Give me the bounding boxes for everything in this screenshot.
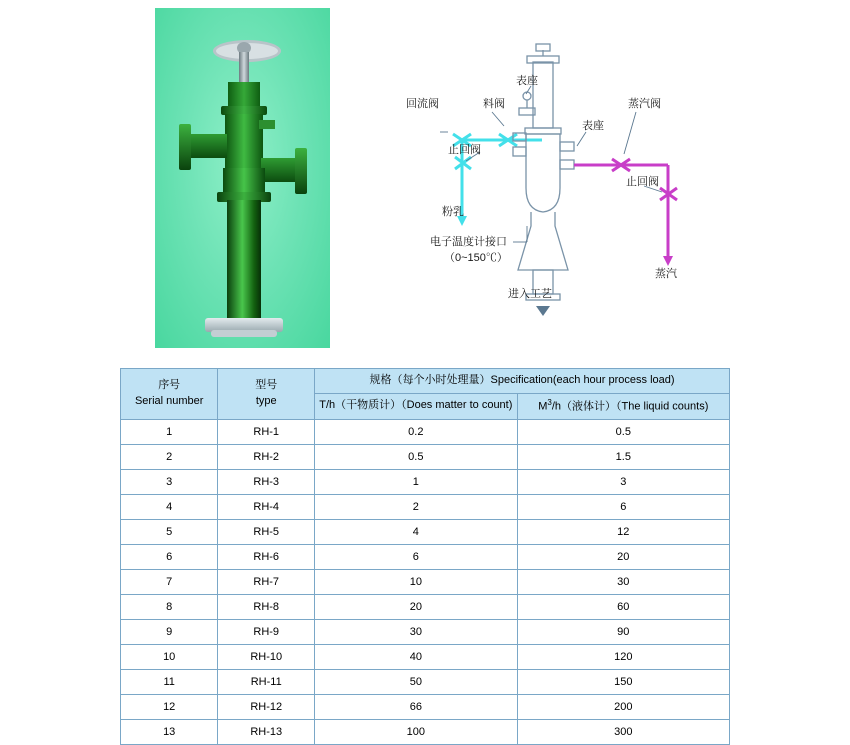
label-check-valve-left: 止回阀 xyxy=(448,144,481,156)
cell-serial: 7 xyxy=(121,569,218,594)
cell-liquid: 150 xyxy=(517,669,729,694)
cell-type: RH-13 xyxy=(218,719,315,744)
right-outlet-flange xyxy=(295,148,307,194)
cell-serial: 4 xyxy=(121,494,218,519)
table-row xyxy=(121,544,730,569)
cell-type: RH-6 xyxy=(218,544,315,569)
cell-type: RH-4 xyxy=(218,494,315,519)
table-row xyxy=(121,719,730,744)
header-serial-cn: 序号 xyxy=(158,378,181,391)
right-outlet-pipe xyxy=(261,158,297,182)
cell-dry: 0.5 xyxy=(315,444,518,469)
cell-liquid: 3 xyxy=(517,469,729,494)
cell-type: RH-5 xyxy=(218,519,315,544)
cell-dry: 10 xyxy=(315,569,518,594)
cell-serial: 3 xyxy=(121,469,218,494)
product-photo xyxy=(155,8,330,348)
cell-dry: 66 xyxy=(315,694,518,719)
flow-arrow-process xyxy=(536,306,550,316)
label-gauge-seat-left: 表座 xyxy=(516,75,538,87)
table-row xyxy=(121,569,730,594)
cell-liquid: 1.5 xyxy=(517,444,729,469)
left-inlet-flange xyxy=(179,124,191,170)
upper-body xyxy=(225,114,263,170)
table-row xyxy=(121,519,730,544)
cell-liquid: 30 xyxy=(517,569,729,594)
cell-liquid: 90 xyxy=(517,619,729,644)
label-check-valve-right: 止回阀 xyxy=(626,176,659,188)
label-steam: 蒸汽 xyxy=(655,268,677,280)
header-type-cn: 型号 xyxy=(255,378,278,391)
cell-dry: 1 xyxy=(315,469,518,494)
cell-dry: 40 xyxy=(315,644,518,669)
flow-arrow-steam xyxy=(663,256,673,266)
schematic-drawing xyxy=(400,20,730,320)
label-feed-valve: 料阀 xyxy=(483,98,505,110)
cell-serial: 11 xyxy=(121,669,218,694)
cell-liquid: 0.5 xyxy=(517,419,729,444)
table-row xyxy=(121,419,730,444)
cell-type: RH-10 xyxy=(218,644,315,669)
header-spec-group: 规格（每个小时处理量）Specification(each hour process load) xyxy=(315,369,730,394)
table-row xyxy=(121,694,730,719)
cell-serial: 1 xyxy=(121,419,218,444)
cell-liquid: 12 xyxy=(517,519,729,544)
cell-dry: 6 xyxy=(315,544,518,569)
table-row xyxy=(121,494,730,519)
cell-type: RH-11 xyxy=(218,669,315,694)
cell-liquid: 200 xyxy=(517,694,729,719)
header-liquid-basis xyxy=(517,394,729,420)
cell-dry: 4 xyxy=(315,519,518,544)
table-row xyxy=(121,644,730,669)
table-row xyxy=(121,619,730,644)
cell-type: RH-1 xyxy=(218,419,315,444)
header-liquid-sup: 3 xyxy=(547,398,552,407)
cell-serial: 8 xyxy=(121,594,218,619)
mixing-tube xyxy=(227,200,261,320)
cell-dry: 50 xyxy=(315,669,518,694)
label-return-valve: 回流阀 xyxy=(406,98,439,110)
label-gauge-seat-right: 表座 xyxy=(582,120,604,132)
table-row xyxy=(121,444,730,469)
cell-dry: 100 xyxy=(315,719,518,744)
cell-type: RH-7 xyxy=(218,569,315,594)
side-nozzle xyxy=(259,120,275,129)
cell-liquid: 60 xyxy=(517,594,729,619)
header-serial xyxy=(121,369,218,420)
valve-stem xyxy=(239,52,249,86)
header-type xyxy=(218,369,315,420)
cell-serial: 6 xyxy=(121,544,218,569)
table-header xyxy=(121,369,730,420)
cell-type: RH-9 xyxy=(218,619,315,644)
header-liquid-suffix: /h（液体计）（The liquid counts) xyxy=(551,400,709,413)
cell-type: RH-3 xyxy=(218,469,315,494)
left-inlet-pipe xyxy=(187,134,227,158)
specification-table xyxy=(120,368,730,745)
label-thermometer-port: 电子温度计接口 xyxy=(430,236,507,248)
cell-serial: 9 xyxy=(121,619,218,644)
cell-dry: 30 xyxy=(315,619,518,644)
label-powder-milk: 粉乳 xyxy=(442,206,464,218)
cell-liquid: 120 xyxy=(517,644,729,669)
table-body xyxy=(121,419,730,744)
cell-dry: 20 xyxy=(315,594,518,619)
bottom-flange-rim xyxy=(211,330,277,337)
header-liquid-prefix: M xyxy=(538,400,548,413)
bonnet xyxy=(228,82,260,108)
cell-type: RH-2 xyxy=(218,444,315,469)
cell-dry: 0.2 xyxy=(315,419,518,444)
table-row xyxy=(121,669,730,694)
label-steam-valve: 蒸汽阀 xyxy=(628,98,661,110)
cell-type: RH-12 xyxy=(218,694,315,719)
header-dry-basis: T/h（干物质计）（Does matter to count) xyxy=(315,394,518,420)
cell-serial: 5 xyxy=(121,519,218,544)
cell-serial: 13 xyxy=(121,719,218,744)
cell-serial: 12 xyxy=(121,694,218,719)
header-serial-en: Serial number xyxy=(134,394,204,407)
table-row xyxy=(121,469,730,494)
cell-dry: 2 xyxy=(315,494,518,519)
cell-liquid: 20 xyxy=(517,544,729,569)
cell-liquid: 6 xyxy=(517,494,729,519)
cell-serial: 10 xyxy=(121,644,218,669)
header-row-1 xyxy=(121,369,730,394)
mid-transition xyxy=(223,168,265,194)
cell-liquid: 300 xyxy=(517,719,729,744)
cell-serial: 2 xyxy=(121,444,218,469)
flow-schematic xyxy=(400,20,840,340)
label-into-process: 进入工艺 xyxy=(508,288,552,300)
cell-type: RH-8 xyxy=(218,594,315,619)
table-row xyxy=(121,594,730,619)
label-thermometer-range: （0~150℃） xyxy=(444,252,508,264)
header-type-en: type xyxy=(255,394,277,407)
